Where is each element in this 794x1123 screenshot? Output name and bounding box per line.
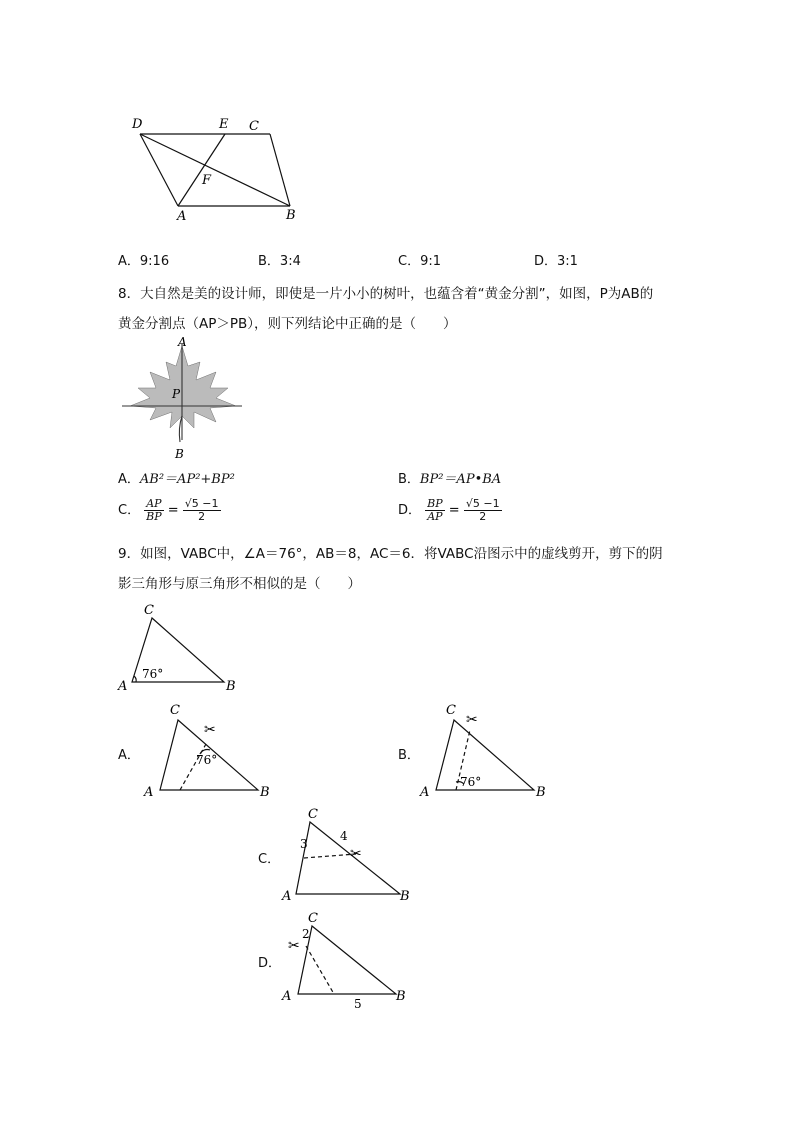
main-label-B: B <box>226 679 236 694</box>
leaf-figure <box>120 336 246 462</box>
q7-parallelogram-figure <box>120 110 320 230</box>
q9-option-a-label[interactable]: A． <box>118 748 140 763</box>
svg-text:C: C <box>446 703 456 718</box>
main-angle-label: 76° <box>142 667 164 681</box>
q9-stem-line1: 9．如图，VABC中，∠A＝76°，AB＝8，AC＝6．将VABC沿图示中的虚线剪开，剪下的阴 <box>118 546 663 562</box>
opt-d-n2: 5 <box>354 997 362 1011</box>
opt-d-n1: 2 <box>302 927 310 941</box>
label-F: F <box>202 173 212 188</box>
q8-option-d[interactable]: D． $\frac{BP}{AP}$ = $\frac{√5 -1}{2}$ <box>398 497 500 523</box>
svg-text:C: C <box>308 911 318 926</box>
svg-text:B: B <box>400 889 410 904</box>
svg-text:B: B <box>396 989 406 1004</box>
label-E: E <box>219 117 229 132</box>
q7-option-a[interactable]: A．9:16 <box>118 254 170 269</box>
q8-stem-line1: 8．大自然是美的设计师，即使是一片小小的树叶，也蕴含着“黄金分割”，如图，P为AB的 <box>118 286 654 302</box>
leaf-label-A: A <box>178 336 187 349</box>
q9-option-b-label[interactable]: B． <box>398 748 420 763</box>
svg-text:A: A <box>282 989 292 1004</box>
svg-text:A: A <box>420 785 430 800</box>
opt-b-angle: 76° <box>460 775 482 789</box>
svg-text:C: C <box>308 807 318 822</box>
scissors-icon: ✂ <box>288 938 300 954</box>
q9-option-c-label[interactable]: C． <box>258 852 281 867</box>
svg-text:B: B <box>536 785 546 800</box>
q8-option-c[interactable]: C． $\frac{AP}{BP}$ = $\frac{√5 -1}{2}$ <box>118 497 219 523</box>
q9-option-d-label[interactable]: D． <box>258 956 282 971</box>
q8-option-a[interactable]: A．AB²＝AP²+BP² <box>118 472 235 487</box>
q7-option-c[interactable]: C．9:1 <box>398 254 441 269</box>
svg-text:A: A <box>282 889 292 904</box>
scissors-icon: ✂ <box>466 712 478 728</box>
q8-stem-line2: 黄金分割点（AP＞PB），则下列结论中正确的是（ ） <box>118 316 457 332</box>
opt-a-angle: 76° <box>196 753 218 767</box>
opt-c-n2: 4 <box>340 829 348 843</box>
label-D: D <box>132 117 143 132</box>
scissors-icon: ✂ <box>204 722 216 738</box>
label-C: C <box>249 119 259 134</box>
label-B: B <box>286 208 296 223</box>
label-A: A <box>177 209 187 224</box>
opt-c-n1: 3 <box>300 837 308 851</box>
main-label-C: C <box>144 603 154 618</box>
q7-option-d[interactable]: D．3:1 <box>534 254 578 269</box>
q9-stem-line2: 影三角形与原三角形不相似的是（ ） <box>118 576 361 592</box>
q7-option-b[interactable]: B．3:4 <box>258 254 301 269</box>
q8-option-b[interactable]: B．BP²＝AP•BA <box>398 472 502 487</box>
scissors-icon: ✂ <box>350 846 362 862</box>
q9-option-c-figure[interactable] <box>280 800 420 908</box>
svg-text:C: C <box>170 703 180 718</box>
svg-text:B: B <box>260 785 270 800</box>
q9-option-b-figure[interactable] <box>416 700 556 804</box>
q9-main-triangle <box>114 598 254 694</box>
leaf-label-P: P <box>172 387 181 401</box>
q9-option-d-figure[interactable] <box>280 906 420 1014</box>
svg-text:A: A <box>144 785 154 800</box>
main-label-A: A <box>118 679 128 694</box>
leaf-label-B: B <box>175 447 184 461</box>
q9-option-a-figure[interactable] <box>140 700 280 804</box>
